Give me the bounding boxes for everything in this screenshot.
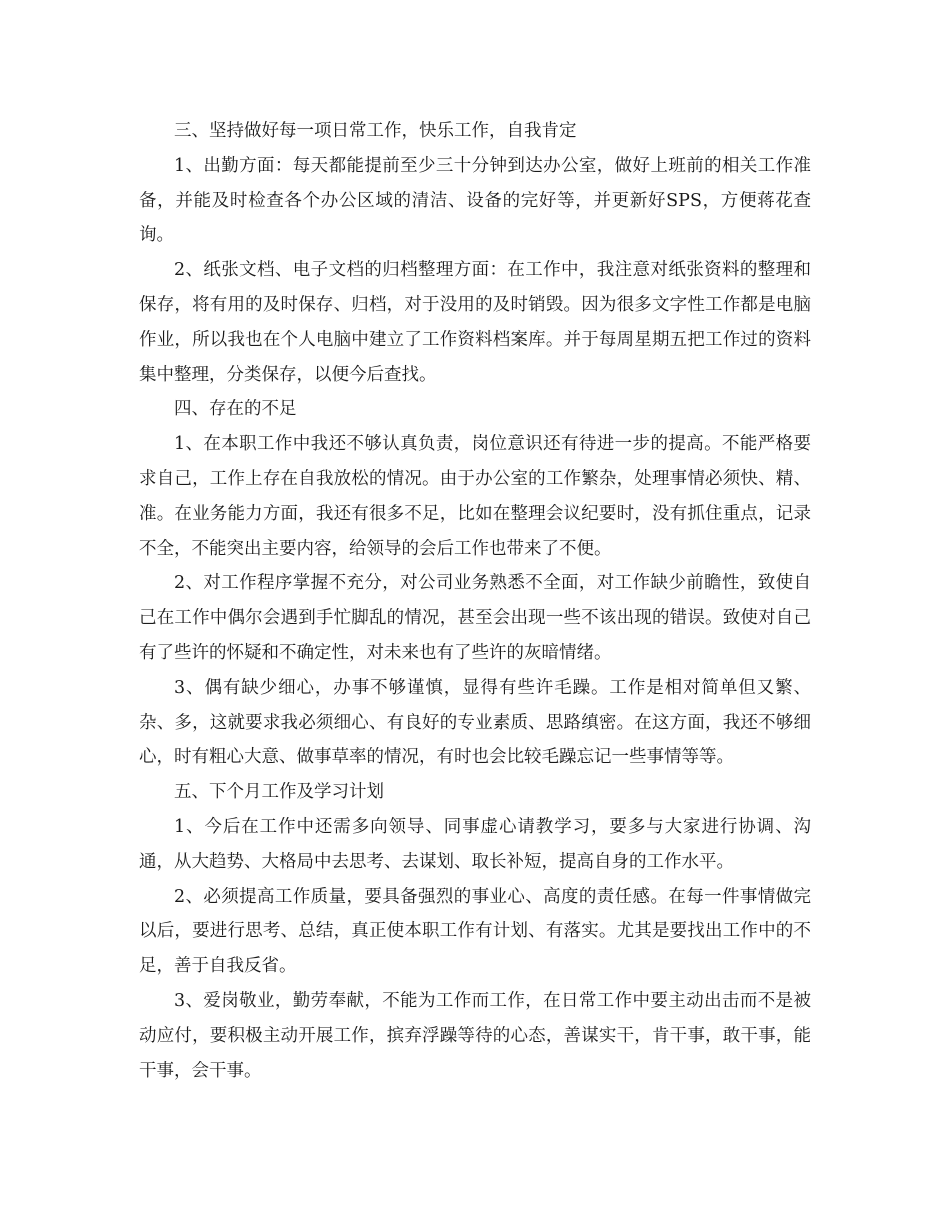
document-body xyxy=(139,114,811,1088)
paragraph-attendance: 1、出勤方面：每天都能提前至少三十分钟到达办公室，做好上班前的相关工作准备，并能及时检查各个办公区域的清洁、设备的完好等，并更新好SPS，方便蒋花查询。 xyxy=(139,155,811,246)
section-heading-5: 五、下个月工作及学习计划 xyxy=(174,782,384,803)
paragraph-plan-1: 1、今后在工作中还需多向领导、同事虚心请教学习，要多与大家进行协调、沟通，从大趋势、大格局中去思考、去谋划、取长补短，提高自身的工作水平。 xyxy=(139,816,811,872)
paragraph-shortcoming-1: 1、在本职工作中我还不够认真负责，岗位意识还有待进一步的提高。不能严格要求自己，工作上存在自我放松的情况。由于办公室的工作繁杂，处理事情必须快、精、准。在业务能力方面，我还有很多不足，比如在整理会议纪要时，没有抓住重点，记录不全，不能突出主要内容，给领导的会后工作也带来了不便。 xyxy=(139,434,811,559)
paragraph-shortcoming-3: 3、偶有缺少细心，办事不够谨慎，显得有些许毛躁。工作是相对简单但又繁、杂、多，这就要求我必须细心、有良好的专业素质、思路缜密。在这方面，我还不够细心，时有粗心大意、做事草率的情况，有时也会比较毛躁忘记一些事情等等。 xyxy=(139,677,811,768)
paragraph-plan-2: 2、必须提高工作质量，要具备强烈的事业心、高度的责任感。在每一件事情做完以后，要进行思考、总结，真正使本职工作有计划、有落实。尤其是要找出工作中的不足，善于自我反省。 xyxy=(139,886,811,977)
section-heading-3: 三、坚持做好每一项日常工作，快乐工作，自我肯定 xyxy=(174,121,577,141)
paragraph-plan-3: 3、爱岗敬业，勤劳奉献，不能为工作而工作，在日常工作中要主动出击而不是被动应付，要积极主动开展工作，摈弃浮躁等待的心态，善谋实干，肯干事，敢干事，能干事，会干事。 xyxy=(139,990,811,1081)
paragraph-archiving: 2、纸张文档、电子文档的归档整理方面：在工作中，我注意对纸张资料的整理和保存，将有用的及时保存、归档，对于没用的及时销毁。因为很多文字性工作都是电脑作业，所以我也在个人电脑中建立了工作资料档案库。并于每周星期五把工作过的资料集中整理，分类保存，以便今后查找。 xyxy=(139,260,811,385)
section-heading-4: 四、存在的不足 xyxy=(174,399,297,420)
paragraph-shortcoming-2: 2、对工作程序掌握不充分，对公司业务熟悉不全面，对工作缺少前瞻性，致使自己在工作中偶尔会遇到手忙脚乱的情况，甚至会出现一些不该出现的错误。致使对自己有了些许的怀疑和不确定性，对未来也有了些许的灰暗情绪。 xyxy=(139,573,811,663)
